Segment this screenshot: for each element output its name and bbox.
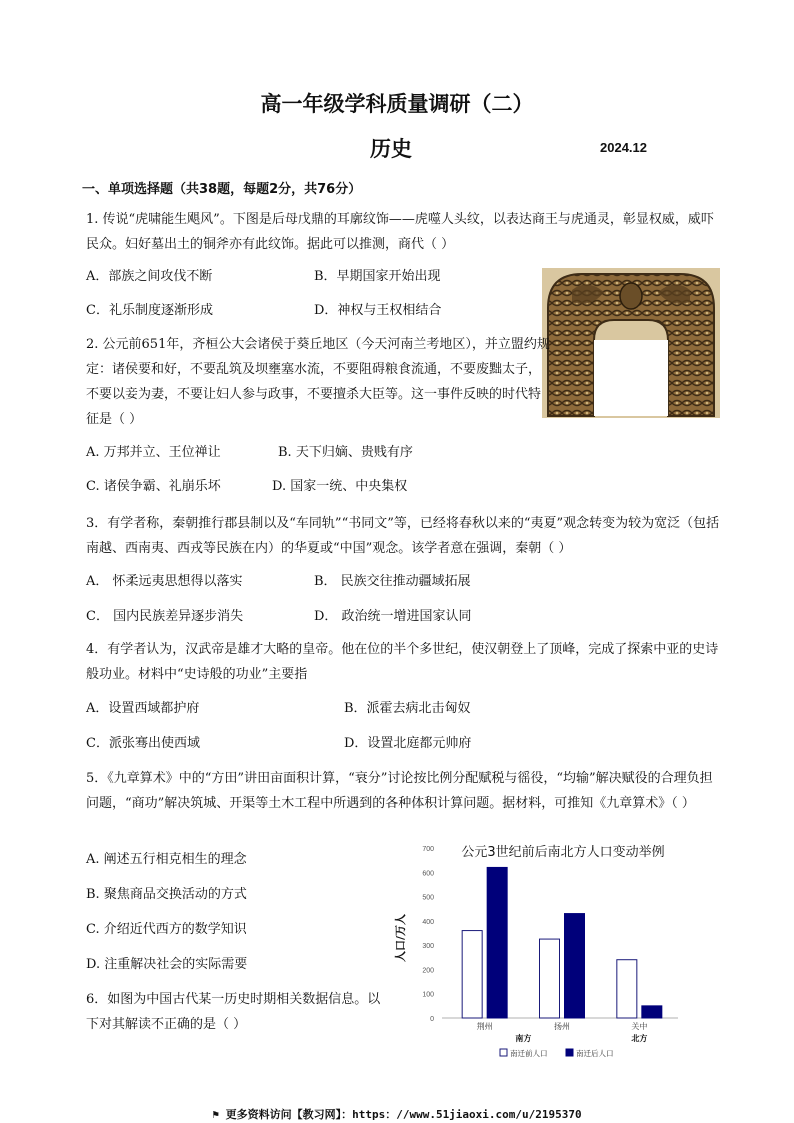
population-chart-svg: [388, 832, 693, 1064]
legend-swatch: [566, 1049, 573, 1056]
question-4-option-c: C．派张骞出使西域: [86, 736, 200, 751]
y-tick-label: 0: [430, 1016, 434, 1023]
footer-link[interactable]: [0, 1106, 794, 1122]
bar-before: [540, 939, 560, 1018]
y-tick-label: 200: [422, 967, 434, 975]
section-heading: 一、单项选择题（共38题，每题2分，共76分）: [82, 182, 362, 197]
exam-date: 2024.12: [600, 140, 647, 155]
bar-before: [462, 931, 482, 1018]
question-2-option-d: D. 国家一统、中央集权: [272, 479, 408, 494]
y-tick-label: 300: [422, 943, 434, 951]
question-1-stem: 1. 传说“虎啸能生飓风”。下图是后母戊鼎的耳廓纹饰——虎噬人头纹，以表达商王与虎通灵，彰显权威，威吓民众。妇好墓出土的铜斧亦有此纹饰。据此可以推测，商代（ ）: [86, 212, 714, 252]
question-5-option-b: B. 聚焦商品交换活动的方式: [86, 887, 247, 902]
bronze-relic-image: [542, 268, 720, 418]
question-4-option-a: A．设置西域都护府: [86, 701, 200, 716]
x-tick-label: 扬州: [554, 1022, 570, 1031]
y-tick-label: 700: [422, 846, 434, 853]
question-6-stem: 6．如图为中国古代某一历史时期相关数据信息。以下对其解读不正确的是（ ）: [86, 992, 381, 1032]
question-3-option-c: C． 国内民族差异逐步消失: [86, 609, 244, 624]
bar-after: [565, 914, 585, 1018]
question-4-stem: 4．有学者认为，汉武帝是雄才大略的皇帝。他在位的半个多世纪，使汉朝登上了顶峰，完成了探索中亚的史诗般功业。材料中“史诗般的功业”主要指: [86, 642, 719, 682]
question-2-stem: 2. 公元前651年，齐桓公大会诸侯于葵丘地区（今天河南兰考地区），并立盟约规定：诸侯要和好，不要乱筑及坝壅塞水流，不要阻碍粮食流通，不要废黜太子，不要以妾为妻，不要让妇人参与政事，不要擅杀大臣等。这一事件反映的时代特征是（ ）: [86, 337, 550, 427]
question-2-option-b: B. 天下归嫡、贵贱有序: [278, 445, 413, 460]
question-3-option-b: B． 民族交往推动疆域拓展: [314, 574, 471, 589]
x-tick-label: 荆州: [476, 1022, 493, 1031]
question-3-option-d: D． 政治统一增进国家认同: [314, 609, 472, 624]
x-group-label: 南方: [515, 1034, 532, 1043]
question-5-stem: 5．《九章算术》中的“方田”讲田亩面积计算，“衰分”讨论按比例分配赋税与徭役，“均输”解决赋役的合理负担问题，“商功”解决筑城、开渠等土木工程中所遇到的各种体积计算问题。据材料，可推知《九章算术》（ ）: [86, 771, 713, 811]
legend-swatch: [500, 1049, 507, 1056]
y-tick-label: 400: [422, 918, 434, 926]
legend-label: 南迁后人口: [576, 1049, 614, 1058]
question-3-option-a: A． 怀柔远夷思想得以落实: [86, 574, 243, 589]
bar-after: [642, 1006, 662, 1018]
x-group-label: 北方: [631, 1034, 648, 1043]
population-chart: [388, 832, 693, 1064]
x-tick-label: 关中: [631, 1022, 648, 1031]
question-5-option-a: A. 阐述五行相克相生的理念: [86, 852, 247, 867]
subject-title: 历史: [370, 137, 412, 161]
chart-y-axis-label: 人口/万人: [394, 913, 407, 963]
legend-label: 南迁前人口: [510, 1049, 548, 1058]
question-2-option-a: A. 万邦并立、王位禅让: [86, 445, 221, 460]
question-1-option-c: C．礼乐制度逐渐形成: [86, 303, 213, 318]
question-1-option-a: A．部族之间攻伐不断: [86, 269, 213, 284]
question-5-option-d: D. 注重解决社会的实际需要: [86, 957, 248, 972]
exam-title: 高一年级学科质量调研（二）: [260, 92, 534, 116]
question-5-option-c: C. 介绍近代西方的数学知识: [86, 922, 247, 937]
bar-before: [617, 960, 637, 1018]
question-1-option-b: B．早期国家开始出现: [314, 269, 441, 284]
bar-after: [487, 867, 507, 1018]
chart-title: 公元3世纪前后南北方人口变动举例: [461, 845, 665, 860]
question-2-option-c: C. 诸侯争霸、礼崩乐坏: [86, 479, 221, 494]
y-tick-label: 600: [422, 870, 434, 878]
y-tick-label: 500: [422, 894, 434, 902]
y-tick-label: 100: [422, 991, 434, 999]
question-4-option-d: D．设置北庭都元帅府: [344, 736, 472, 751]
footer-text: 更多资料访问【教习网】：https：//www.51jiaoxi.com/u/2195370: [225, 1108, 582, 1121]
question-1-option-d: D．神权与王权相结合: [314, 303, 442, 318]
flag-icon: ⚑: [212, 1108, 226, 1121]
question-3-stem: 3．有学者称，秦朝推行郡县制以及“车同轨”“书同文”等，已经将春秋以来的“夷夏”观念转变为较为宽泛（包括南越、西南夷、西戎等民族在内）的华夏或“中国”观念。该学者意在强调，秦朝（ ）: [86, 516, 720, 556]
question-4-option-b: B．派霍去病北击匈奴: [344, 701, 471, 716]
